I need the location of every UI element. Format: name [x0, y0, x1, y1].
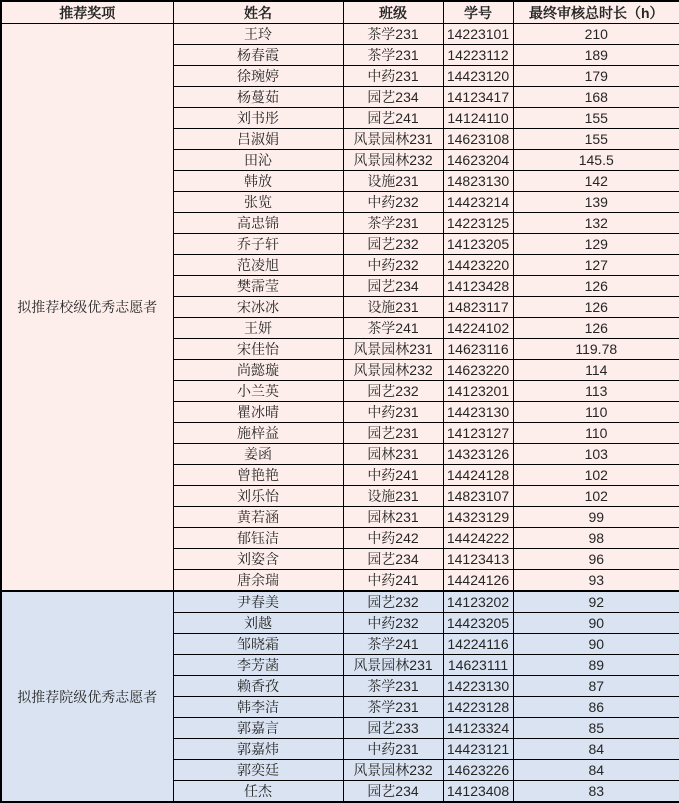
name-cell: 宋冰冰 [173, 297, 343, 318]
hours-cell: 102 [513, 486, 679, 507]
hours-cell: 85 [513, 718, 679, 739]
table-body [1, 24, 679, 803]
student-id-cell: 14424126 [443, 570, 513, 592]
name-cell: 施梓益 [173, 423, 343, 444]
hours-cell: 132 [513, 213, 679, 234]
hours-cell: 129 [513, 234, 679, 255]
name-cell: 王玲 [173, 24, 343, 45]
student-id-cell: 14224116 [443, 634, 513, 655]
name-cell: 郁钰洁 [173, 528, 343, 549]
award-cell: 拟推荐院级优秀志愿者 [1, 591, 173, 802]
class-cell: 园艺231 [343, 423, 443, 444]
student-id-cell: 14123413 [443, 549, 513, 570]
hours-cell: 90 [513, 613, 679, 634]
name-cell: 郭嘉炜 [173, 739, 343, 760]
class-cell: 设施231 [343, 297, 443, 318]
hours-cell: 98 [513, 528, 679, 549]
name-cell: 樊霈莹 [173, 276, 343, 297]
name-cell: 姜函 [173, 444, 343, 465]
name-cell: 韩李洁 [173, 697, 343, 718]
award-cell: 拟推荐校级优秀志愿者 [1, 24, 173, 592]
class-cell: 中药241 [343, 465, 443, 486]
class-cell: 中药241 [343, 570, 443, 592]
name-cell: 乔子轩 [173, 234, 343, 255]
name-cell: 刘姿含 [173, 549, 343, 570]
student-id-cell: 14423214 [443, 192, 513, 213]
class-cell: 中药231 [343, 66, 443, 87]
table-header [1, 1, 679, 24]
header-row [1, 1, 679, 24]
name-cell: 郭嘉言 [173, 718, 343, 739]
student-id-cell: 14123428 [443, 276, 513, 297]
hours-cell: 127 [513, 255, 679, 276]
name-cell: 杨蔓茹 [173, 87, 343, 108]
class-cell: 园艺234 [343, 781, 443, 803]
student-id-cell: 14223101 [443, 24, 513, 45]
hours-cell: 84 [513, 739, 679, 760]
student-id-cell: 14823130 [443, 171, 513, 192]
student-id-cell: 14223125 [443, 213, 513, 234]
class-cell: 园林231 [343, 444, 443, 465]
student-id-cell: 14123205 [443, 234, 513, 255]
hours-cell: 119.78 [513, 339, 679, 360]
student-id-cell: 14224102 [443, 318, 513, 339]
student-id-cell: 14424222 [443, 528, 513, 549]
award-column-header: 推荐奖项 [1, 1, 173, 24]
hours-cell: 155 [513, 129, 679, 150]
hours-cell: 102 [513, 465, 679, 486]
name-cell: 瞿冰晴 [173, 402, 343, 423]
hours-cell: 126 [513, 318, 679, 339]
hours-cell: 114 [513, 360, 679, 381]
name-cell: 曾艳艳 [173, 465, 343, 486]
class-cell: 中药242 [343, 528, 443, 549]
name-cell: 尹春美 [173, 591, 343, 613]
class-cell: 茶学231 [343, 676, 443, 697]
class-cell: 风景园林231 [343, 129, 443, 150]
student-id-cell: 14423220 [443, 255, 513, 276]
hours-cell: 113 [513, 381, 679, 402]
student-id-cell: 14823107 [443, 486, 513, 507]
student-id-cell: 14623111 [443, 655, 513, 676]
hours-cell: 96 [513, 549, 679, 570]
name-cell: 田沁 [173, 150, 343, 171]
hours-cell: 126 [513, 276, 679, 297]
name-cell: 刘乐怡 [173, 486, 343, 507]
hours-cell: 86 [513, 697, 679, 718]
name-cell: 徐琬婷 [173, 66, 343, 87]
class-cell: 中药231 [343, 739, 443, 760]
hours-cell: 83 [513, 781, 679, 803]
class-column-header: 班级 [343, 1, 443, 24]
class-cell: 茶学231 [343, 24, 443, 45]
student-id-cell: 14623226 [443, 760, 513, 781]
student-id-cell: 14124110 [443, 108, 513, 129]
table-row [1, 24, 679, 45]
hours-cell: 139 [513, 192, 679, 213]
student-id-cell: 14223130 [443, 676, 513, 697]
class-cell: 中药231 [343, 402, 443, 423]
student-id-cell: 14123324 [443, 718, 513, 739]
class-cell: 风景园林232 [343, 150, 443, 171]
student-id-cell: 14423130 [443, 402, 513, 423]
hours-cell: 210 [513, 24, 679, 45]
hours-cell: 87 [513, 676, 679, 697]
name-cell: 尚懿璇 [173, 360, 343, 381]
hours-cell: 92 [513, 591, 679, 613]
class-cell: 茶学231 [343, 697, 443, 718]
hours-cell: 145.5 [513, 150, 679, 171]
class-cell: 园林231 [343, 507, 443, 528]
class-cell: 风景园林231 [343, 655, 443, 676]
student-id-cell: 14823117 [443, 297, 513, 318]
name-cell: 刘书彤 [173, 108, 343, 129]
class-cell: 茶学231 [343, 213, 443, 234]
student-id-cell: 14323129 [443, 507, 513, 528]
name-cell: 张览 [173, 192, 343, 213]
hours-cell: 179 [513, 66, 679, 87]
hours-cell: 168 [513, 87, 679, 108]
student-id-column-header: 学号 [443, 1, 513, 24]
hours-cell: 99 [513, 507, 679, 528]
name-cell: 宋佳怡 [173, 339, 343, 360]
name-cell: 刘越 [173, 613, 343, 634]
class-cell: 园艺234 [343, 87, 443, 108]
student-id-cell: 14423121 [443, 739, 513, 760]
student-id-cell: 14424128 [443, 465, 513, 486]
name-cell: 任杰 [173, 781, 343, 803]
hours-cell: 126 [513, 297, 679, 318]
class-cell: 园艺232 [343, 381, 443, 402]
class-cell: 茶学241 [343, 634, 443, 655]
student-id-cell: 14623108 [443, 129, 513, 150]
class-cell: 风景园林232 [343, 360, 443, 381]
name-cell: 吕淑娟 [173, 129, 343, 150]
hours-cell: 142 [513, 171, 679, 192]
name-cell: 小兰英 [173, 381, 343, 402]
name-cell: 李芳菡 [173, 655, 343, 676]
hours-column-header: 最终审核总时长（h） [513, 1, 679, 24]
hours-cell: 90 [513, 634, 679, 655]
hours-cell: 155 [513, 108, 679, 129]
name-cell: 赖香孜 [173, 676, 343, 697]
student-id-cell: 14323126 [443, 444, 513, 465]
class-cell: 茶学241 [343, 318, 443, 339]
class-cell: 园艺233 [343, 718, 443, 739]
name-cell: 杨春霞 [173, 45, 343, 66]
class-cell: 园艺234 [343, 276, 443, 297]
class-cell: 茶学231 [343, 45, 443, 66]
student-id-cell: 14123417 [443, 87, 513, 108]
hours-cell: 189 [513, 45, 679, 66]
class-cell: 中药232 [343, 192, 443, 213]
student-id-cell: 14423205 [443, 613, 513, 634]
class-cell: 园艺241 [343, 108, 443, 129]
name-cell: 高忠锦 [173, 213, 343, 234]
name-cell: 邹晓霜 [173, 634, 343, 655]
name-cell: 唐余瑞 [173, 570, 343, 592]
name-cell: 王妍 [173, 318, 343, 339]
student-id-cell: 14623116 [443, 339, 513, 360]
table-row [1, 591, 679, 613]
class-cell: 园艺232 [343, 234, 443, 255]
class-cell: 中药232 [343, 255, 443, 276]
student-id-cell: 14623220 [443, 360, 513, 381]
student-id-cell: 14223112 [443, 45, 513, 66]
hours-cell: 103 [513, 444, 679, 465]
class-cell: 设施231 [343, 171, 443, 192]
student-id-cell: 14123127 [443, 423, 513, 444]
student-id-cell: 14123202 [443, 591, 513, 613]
student-id-cell: 14623204 [443, 150, 513, 171]
student-id-cell: 14423120 [443, 66, 513, 87]
name-cell: 郭奕廷 [173, 760, 343, 781]
hours-cell: 93 [513, 570, 679, 592]
hours-cell: 110 [513, 402, 679, 423]
class-cell: 园艺232 [343, 591, 443, 613]
hours-cell: 89 [513, 655, 679, 676]
hours-cell: 84 [513, 760, 679, 781]
class-cell: 园艺234 [343, 549, 443, 570]
name-column-header: 姓名 [173, 1, 343, 24]
student-id-cell: 14223128 [443, 697, 513, 718]
hours-cell: 110 [513, 423, 679, 444]
name-cell: 范凌旭 [173, 255, 343, 276]
student-id-cell: 14123408 [443, 781, 513, 803]
name-cell: 黄若涵 [173, 507, 343, 528]
student-id-cell: 14123201 [443, 381, 513, 402]
name-cell: 韩放 [173, 171, 343, 192]
class-cell: 风景园林231 [343, 339, 443, 360]
class-cell: 设施231 [343, 486, 443, 507]
class-cell: 风景园林232 [343, 760, 443, 781]
class-cell: 中药232 [343, 613, 443, 634]
